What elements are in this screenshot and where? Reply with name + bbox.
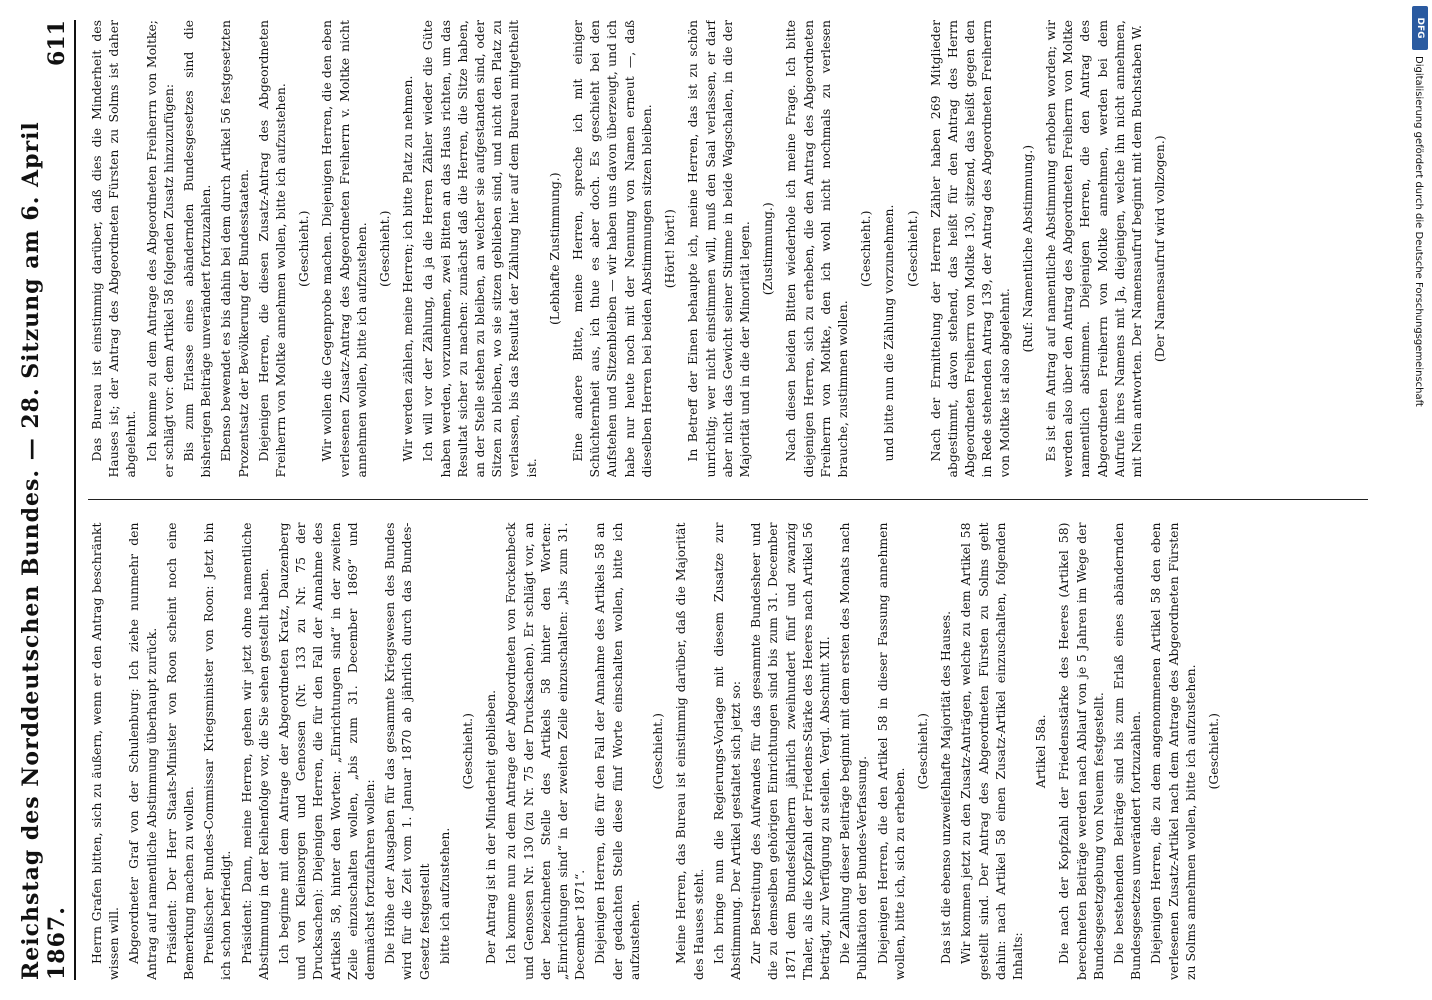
stage-direction: (Geschieht.) [296,210,312,287]
paragraph: bitte ich aufzustehen. [436,827,452,964]
paragraph: Bis zum Erlasse eines abändernden Bundesgesetzes sind die bisherigen Beiträge unverändert fortzuzahlen. [181,20,214,478]
column-right [88,20,1368,478]
paragraph: Wir werden zählen, meine Herren; ich bitte Platz zu nehmen. [400,75,416,462]
paragraph: Zur Bestreitung des Aufwandes für das gesammte Bundesheer und die zu demselben gehörigen Einrichtungen sind bis zum 31. December 1871 dem Bundesfeldherrn jährlich zweihundert fünf und zwanzig Thaler, als die Kopfzahl der Friedens-Stärke des Heeres nach Artikel 56 beträgt, zur Verfügung zu stellen. Vergl. Abschnitt XII. [748,522,832,980]
paragraph: Ich bringe nun die Regierungs-Vorlage mit diesem Zusatze zur Abstimmung. Der Artikel gestaltet sich jetzt so: [710,522,743,980]
paragraph: Ich will vor der Zählung, da ja die Herren Zähler wieder die Güte haben werden, vorzunehmen, zwei Bitten an das Haus richten, um das Resultat sicher zu machen: zunächst daß die Herren, die Sitze haben, an der Stelle stehen zu bleiben, an welcher sie aufgestanden sind, oder Sitzen zu bleiben, wo sie sitzen geblieben sind, und nicht den Platz zu verlassen, bis das Resultat der Zählung hier auf dem Bureau mitgetheilt ist. [420,20,539,478]
paragraph: Das ist die ebenso unzweifelhafte Majorität des Hauses. [938,610,954,964]
header-title: Reichstag des Norddeutschen Bundes. — 28. Sitzung am 6. April 1867. [18,121,70,980]
page-header [18,20,76,980]
column-left [88,523,1368,981]
stage-direction: (Geschieht.) [650,713,666,790]
stage-direction: (Ruf: Namentliche Abstimmung.) [1019,144,1035,353]
stage-direction: (Der Namensaufruf wird vollzogen.) [1152,135,1168,363]
paragraph: Die nach der Kopfzahl der Friedensstärke des Heeres (Artikel 58) berechneten Beiträge werden nach Ablauf von je 5 Jahren im Wege der Bundesgesetzgebung von Neuem festgestellt. [1056,522,1106,980]
paragraph: Der Antrag ist in der Minderheit geblieben. [483,689,499,964]
paragraph: Ich komme zu dem Antrage des Abgeordneten Freiherrn von Moltke; er schlägt vor: dem Artikel 58 folgenden Zusatz hinzuzufügen: [143,20,176,478]
stage-direction: (Geschieht.) [904,210,920,287]
paragraph: Wir kommen jetzt zu den Zusatz-Anträgen, welche zu dem Artikel 58 gestellt sind. Der Antrag des Abgeordneten Fürsten zu Solms geht dahin: nach Artikel 58 einen Zusatz-Artikel einzuschalten, folgenden Inhalts: [958,522,1025,980]
paragraph: Nach der Ermittelung der Herren Zähler haben 269 Mitglieder abgestimmt, davon stehend, das heißt für den Antrag des Herrn Abgeordneten Freiherrn von Moltke 130, sitzend, das heißt gegen den in Rede stehenden Antrag 139, der Antrag des Abgeordneten Freiherrn von Moltke ist also abgelehnt. [927,20,1012,478]
stage-direction: (Hört! hört!) [662,209,678,289]
paragraph: Abgeordneter Graf von der Schulenburg: Ich ziehe nunmehr den Antrag auf namentliche Abstimmung überhaupt zurück. [126,522,159,980]
paragraph: Präsident: Dann, meine Herren, gehen wir jetzt ohne namentliche Abstimmung in der Reihenfolge vor, die Sie sehen gestellt haben. [238,522,271,980]
paragraph: Diejenigen Herren, die zu dem angenommenen Artikel 58 den eben verlesenen Zusatz-Artikel nach dem Antrage des Abgeordneten Fürsten zu Solms annehmen wollen, bitte ich aufzustehen. [1148,522,1198,980]
paragraph: Die bestehenden Beiträge sind bis zum Erlaß eines abändernden Bundesgesetzes unverändert fortzuzahlen. [1110,522,1144,980]
paragraph: Diejenigen Herren, die den Artikel 58 in dieser Fassung annehmen wollen, bitte ich, sich zu erheben. [874,522,907,980]
dfg-credit: Digitalisierung gefördert durch die Deutsche Forschungsgemeinschaft [1413,56,1424,407]
paragraph: Das Bureau ist einstimmig darüber, daß dies die Minderheit des Hauses ist; der Antrag des Abgeordneten Fürsten zu Solms ist daher abgelehnt. [89,20,139,478]
page-number: 611 [44,20,70,66]
paragraph: Herrn Grafen bitten, sich zu äußern, wenn er den Antrag beschränkt wissen will. [89,522,122,980]
paragraph: Die Höhe der Ausgaben für das gesammte Kriegswesen des Bundes wird für die Zeit vom 1. Januar 1870 ab jährlich durch das Bundes-Gesetz festgestellt [382,522,432,980]
document-page [18,20,1376,980]
stage-direction: (Geschieht.) [377,210,393,287]
stage-direction: (Lebhafte Zustimmung.) [546,172,562,326]
dfg-logo: DFG [1412,6,1428,50]
paragraph: Wir wollen die Gegenprobe machen. Diejenigen Herren, die den eben verlesenen Zusatz-Antrag des Abgeordneten Freiherrn v. Moltke nicht annehmen wollen, bitte ich aufzustehen. [319,20,369,478]
paragraph: Meine Herren, das Bureau ist einstimmig darüber, daß die Majorität des Hauses steht. [673,522,706,980]
paragraph: In Betreff der Einen behaupte ich, meine Herren, das ist zu schön unrichtig; wer nicht einstimmen will, muß den Saal verlassen, er darf aber nicht das Gewicht seiner Stimme in beide Wagschalen, in die der Majorität und in die der Minorität legen. [685,20,752,478]
paragraph: Nach diesen beiden Bitten wiederhole ich meine Frage. Ich bitte diejenigen Herren, sich zu erheben, die den Antrag des Abgeordneten Freiherrn von Moltke, den ich wohl nicht nochmals zu verlesen brauche, zustimmen wollen. [783,20,850,478]
paragraph: Eine andere Bitte, meine Herren, spreche ich mit einiger Schüchternheit aus, ich thue es aber doch. Es geschieht bei den Aufstehen und Sitzenbleiben — wir haben uns davon überzeugt, und ich habe nur heute noch mit der Nennung von Namen erneut —, daß dieselben Herren bei beiden Abstimmungen sitzen bleiben. [570,20,654,478]
paragraph: Präsident: Der Herr Staats-Minister von Roon scheint noch eine Bemerkung machen zu wollen. [163,522,197,980]
stage-direction: (Geschieht.) [858,210,874,287]
paragraph: Es ist ein Antrag auf namentliche Abstimmung erhoben worden; wir werden also über den Antrag des Abgeordneten Freiherrn von Moltke namentlich abstimmen. Diejenigen Herren, die den Antrag des Abgeordneten Freiherrn von Moltke annehmen, werden bei dem Aufrufe ihres Namens mit Ja, diejenigen, welche ihn nicht annehmen, mit Nein antworten. Der Namensaufruf beginnt mit dem Buchstaben W. [1042,20,1144,478]
paragraph: Die Zahlung dieser Beiträge beginnt mit dem ersten des Monats nach Publikation der Bundes-Verfassung. [837,522,870,980]
paragraph: Preußischer Bundes-Commissar Kriegsminister von Roon: Jetzt bin ich schon befriedigt. [201,522,234,980]
paragraph: Diejenigen Herren, die diesen Zusatz-Antrag des Abgeordneten Freiherrn von Moltke annehmen wollen, bitte ich aufzustehen. [255,20,289,478]
stage-direction: (Zustimmung.) [760,202,776,296]
paragraph: und bitte nun die Zählung vorzunehmen. [881,204,897,462]
paragraph: Diejenigen Herren, die für den Fall der Annahme des Artikels 58 an der gedachten Stelle diese fünf Worte einschalten wollen, bitte ich aufzustehen. [592,522,642,980]
stage-direction: Artikel 58a. [1033,714,1049,789]
stage-direction: (Geschieht.) [1205,713,1221,790]
paragraph: Ich komme nun zu dem Antrage der Abgeordneten von Forckenbeck und Genossen Nr. 130 (zu Nr. 75 der Drucksachen). Er schlägt vor, an der bezeichneten Stelle des Artikels 58 hinter den Worten: „Einrichtungen sind“ in der zweiten Zeile einzuschalten: „bis zum 31. December 1871“. [503,522,588,980]
paragraph: Ebenso bewendet es bis dahin bei dem durch Artikel 56 festgesetzten Prozentsatz der Bevölkerung der Bundesstaaten. [218,20,251,478]
column-divider [88,500,1368,501]
text-columns [88,20,1368,980]
stage-direction: (Geschieht.) [914,713,930,790]
stage-direction: (Geschieht.) [460,713,476,790]
paragraph: Ich beginne mit dem Antrage der Abgeordneten Kratz, Dauzenberg und von Kleinsorgen und Genossen (Nr. 133 zu Nr. 75 der Drucksachen): Diejenigen Herren, die für den Fall der Annahme des Artikels 58, hinter den Worten: „Einrichtungen sind“ in der zweiten Zeile einzuschalten wollen, „bis zum 31. December 1869“ und demnächst fortzufahren wollen: [276,522,378,980]
